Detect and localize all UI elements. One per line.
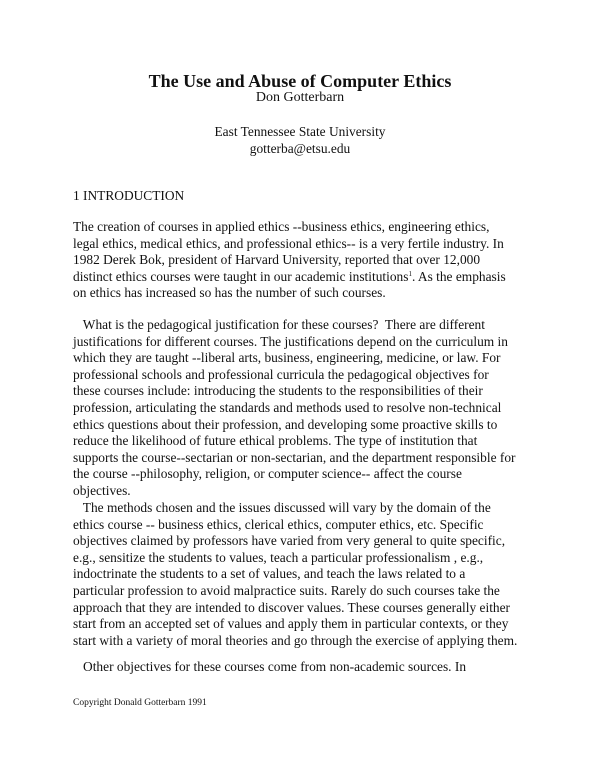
footnote-marker[interactable]: 1 xyxy=(408,269,412,278)
paragraph-line: the course --philosophy, religion, or computer science-- affect the course xyxy=(73,466,462,482)
paragraph-line: these courses include: introducing the students to the responsibilities of their xyxy=(73,383,483,399)
paragraph-line: particular profession to avoid malpractice suits. Rarely do such courses take the xyxy=(73,582,500,598)
paragraph-line: on ethics has increased so has the number of such courses. xyxy=(73,285,386,301)
author-email: gotterba@etsu.edu xyxy=(249,141,351,156)
paragraph-line: objectives. xyxy=(73,482,131,498)
affiliation-block xyxy=(0,123,600,157)
paragraph-line: ethics course -- business ethics, clerical ethics, computer ethics, etc. Specific xyxy=(73,516,484,532)
author-name: Don Gotterbarn xyxy=(255,90,345,105)
paragraph-line: reduce the likelihood of future ethical problems. The type of institution that xyxy=(73,433,478,449)
paragraph-line: ethics questions about their profession, and developing some proactive skills to xyxy=(73,416,498,432)
paragraph-line: supports the course--sectarian or non-sectarian, and the department responsible for xyxy=(73,449,516,465)
copyright-footer: Copyright Donald Gotterbarn 1991 xyxy=(73,698,207,708)
paragraph-line: objectives claimed by professors have varied from very general to quite specific, xyxy=(73,533,506,549)
paragraph-line xyxy=(73,269,553,286)
paragraph-2 xyxy=(73,317,553,500)
paragraph-line: professional schools and professional curricula the pedagogical objectives for xyxy=(73,366,489,382)
paragraph-4 xyxy=(73,659,553,676)
paragraph-3 xyxy=(73,500,553,649)
paragraph-line: Other objectives for these courses come from non-academic sources. In xyxy=(73,659,467,674)
paragraph-line: start from an accepted set of values and apply them in particular contexts, or they xyxy=(73,616,509,632)
section-heading: 1 INTRODUCTION xyxy=(73,188,185,203)
paragraph-line: legal ethics, medical ethics, and professional ethics-- is a very fertile industry. In xyxy=(73,235,504,251)
paper-title: The Use and Abuse of Computer Ethics xyxy=(148,71,452,91)
paragraph-line: indoctrinate the students to a set of values, and teach the laws related to a xyxy=(73,566,466,582)
paragraph-line: What is the pedagogical justification for these courses? There are different xyxy=(73,317,485,332)
paragraph-line: justifications for different courses. The justifications depend on the curriculum in xyxy=(73,333,508,349)
paragraph-line-text: . As the emphasis xyxy=(411,268,506,284)
paragraph-line: 1982 Derek Bok, president of Harvard University, reported that over 12,000 xyxy=(73,252,481,268)
paragraph-line: e.g., sensitize the students to values, teach a particular professionalism , e.g., xyxy=(73,549,484,565)
paragraph-line: which they are taught --liberal arts, business, engineering, medicine, or law. For xyxy=(73,350,501,366)
institution: East Tennessee State University xyxy=(214,124,386,139)
paragraph-line: The creation of courses in applied ethics --business ethics, engineering ethics, xyxy=(73,219,490,234)
paragraph-line: start with a variety of moral theories and go through the exercise of applying them. xyxy=(73,632,518,648)
paragraph-line-text: distinct ethics courses were taught in our academic institutions xyxy=(73,268,409,284)
paragraph-line: approach that they are intended to discover values. These courses generally either xyxy=(73,599,511,615)
paragraph-1 xyxy=(73,219,553,302)
paragraph-line: The methods chosen and the issues discussed will vary by the domain of the xyxy=(73,500,491,515)
paragraph-line: profession, articulating the standards and methods used to resolve non-technical xyxy=(73,399,502,415)
